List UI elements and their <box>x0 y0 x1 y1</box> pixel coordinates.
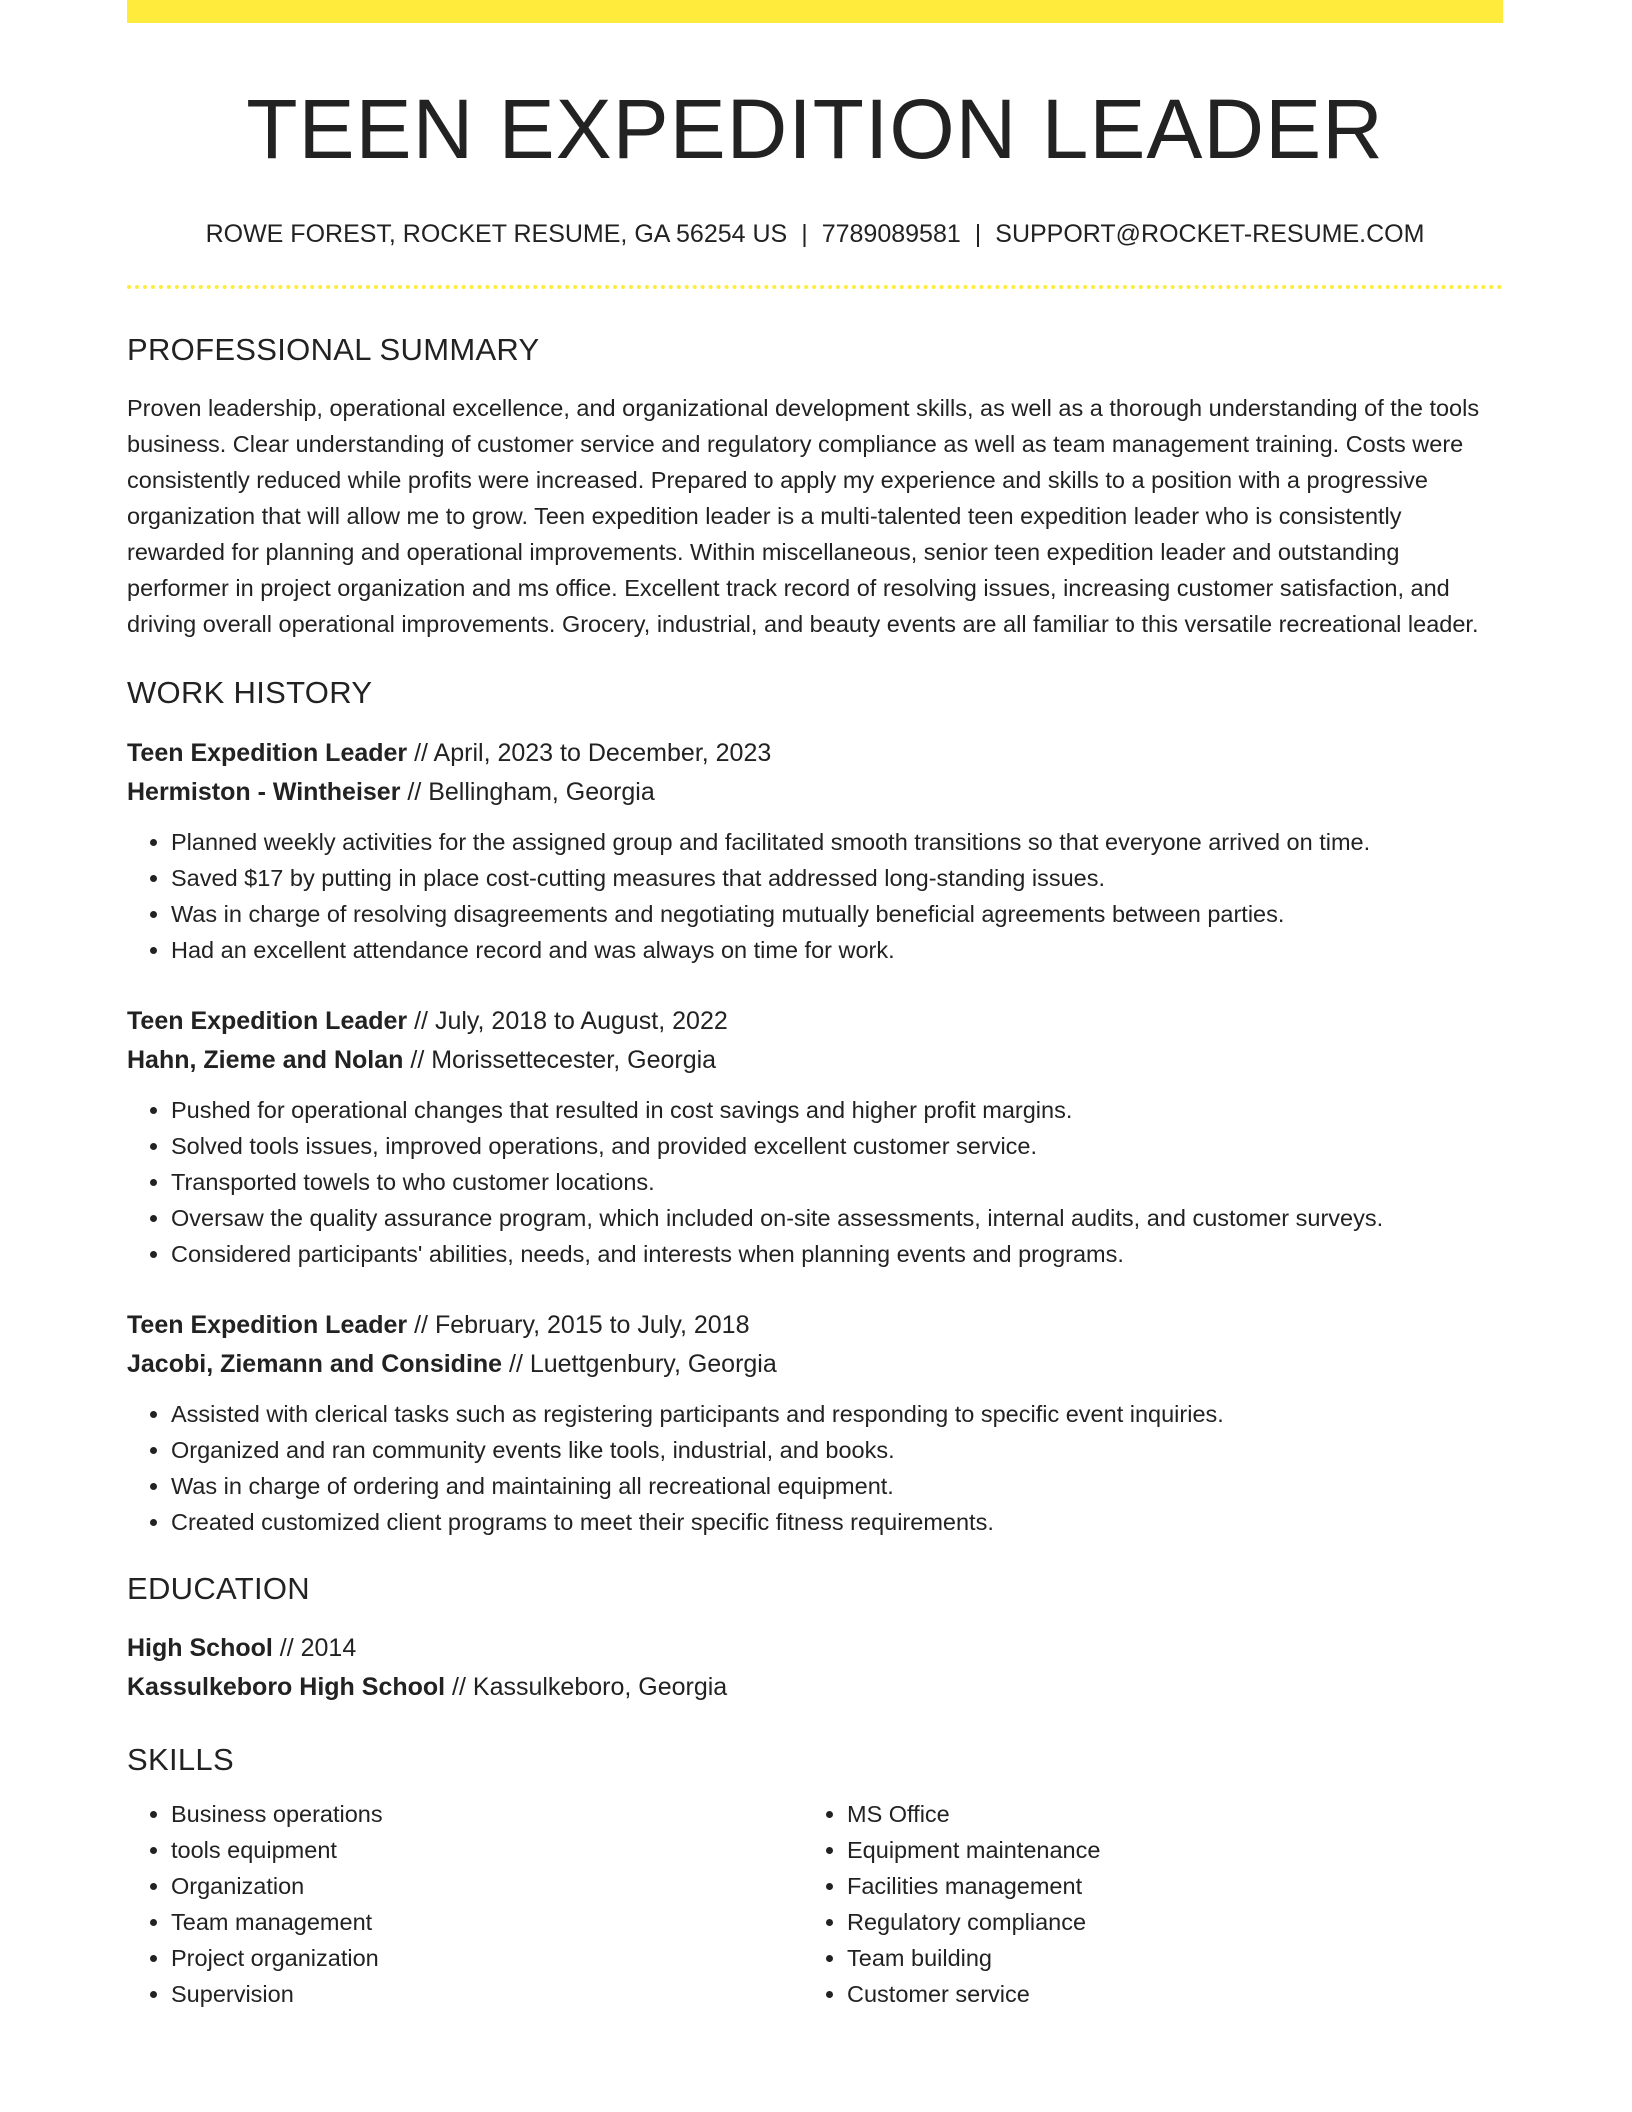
skill-item: • Team building <box>847 1940 1479 1976</box>
skill-item: • Organization <box>171 1868 803 1904</box>
job-bullet: • Considered participants' abilities, needs, and interests when planning events and programs. <box>171 1236 1503 1272</box>
contact-separator: | <box>801 220 808 249</box>
job-entry <box>127 734 1503 968</box>
job-bullet: • Assisted with clerical tasks such as registering participants and responding to specific event inquiries. <box>171 1396 1503 1432</box>
job-company: Hahn, Zieme and Nolan <box>127 1045 404 1074</box>
job-title-line <box>127 1306 1503 1345</box>
resume-page <box>127 0 1503 2012</box>
job-company-line <box>127 773 1503 812</box>
job-dates: // July, 2018 to August, 2022 <box>407 1006 728 1035</box>
job-entry <box>127 1306 1503 1540</box>
education-degree: High School <box>127 1633 273 1662</box>
skill-item: • Equipment maintenance <box>847 1832 1479 1868</box>
skill-item: • Customer service <box>847 1976 1479 2012</box>
skills-list <box>127 1796 1503 2012</box>
job-bullet: • Solved tools issues, improved operations, and provided excellent customer service. <box>171 1128 1503 1164</box>
job-bullets <box>127 1092 1503 1272</box>
job-position: Teen Expedition Leader <box>127 738 408 767</box>
job-company: Jacobi, Ziemann and Considine <box>127 1349 503 1378</box>
skill-item: • tools equipment <box>171 1832 803 1868</box>
skill-item: • Business operations <box>171 1796 803 1832</box>
job-bullet: • Had an excellent attendance record and was always on time for work. <box>171 932 1503 968</box>
education-school: Kassulkeboro High School <box>127 1672 446 1701</box>
skill-item: • Regulatory compliance <box>847 1904 1479 1940</box>
education-heading: EDUCATION <box>127 1570 310 1606</box>
contact-phone: 7789089581 <box>821 220 961 249</box>
education-school-line <box>127 1668 1503 1707</box>
job-company-line <box>127 1041 1503 1080</box>
job-bullet: • Created customized client programs to meet their specific fitness requirements. <box>171 1504 1503 1540</box>
job-bullet: • Was in charge of resolving disagreements and negotiating mutually beneficial agreements between parties. <box>171 896 1503 932</box>
job-dates: // February, 2015 to July, 2018 <box>407 1310 750 1339</box>
contact-email: SUPPORT@ROCKET-RESUME.COM <box>995 220 1425 249</box>
skills-column-right <box>803 1796 1479 2012</box>
job-company-line <box>127 1345 1503 1384</box>
job-bullet: • Oversaw the quality assurance program, which included on-site assessments, internal audits, and customer surveys. <box>171 1200 1503 1236</box>
job-company: Hermiston - Wintheiser <box>127 777 401 806</box>
job-title-line <box>127 734 1503 773</box>
skill-item: • Supervision <box>171 1976 803 2012</box>
job-bullets <box>127 1396 1503 1540</box>
education-location: // Kassulkeboro, Georgia <box>445 1672 728 1701</box>
education-entry <box>127 1629 1503 1707</box>
summary-heading: PROFESSIONAL SUMMARY <box>127 332 540 368</box>
job-location: // Morissettecester, Georgia <box>403 1045 717 1074</box>
job-location: // Luettgenbury, Georgia <box>502 1349 777 1378</box>
job-location: // Bellingham, Georgia <box>400 777 655 806</box>
skill-item: • Facilities management <box>847 1868 1479 1904</box>
skill-item: • MS Office <box>847 1796 1479 1832</box>
job-title-line <box>127 1002 1503 1041</box>
resume-title: TEEN EXPEDITION LEADER <box>246 82 1384 176</box>
job-position: Teen Expedition Leader <box>127 1006 408 1035</box>
skills-heading: SKILLS <box>127 1741 234 1777</box>
job-entry <box>127 1002 1503 1272</box>
skill-item: • Team management <box>171 1904 803 1940</box>
work-history-heading: WORK HISTORY <box>127 675 373 711</box>
job-bullet: • Transported towels to who customer locations. <box>171 1164 1503 1200</box>
accent-top-bar <box>127 0 1503 23</box>
contact-line <box>127 219 1503 249</box>
summary-text: Proven leadership, operational excellence, and organizational development skills, as well as a thorough understanding of the tools business. Clear understanding of customer service and regulatory compliance as well as team management training. Costs were consistently reduced while profits were increased. Prepared to apply my experience and skills to a position with a progressive organization that will allow me to grow. Teen expedition leader is a multi-talented teen expedition leader who is consistently rewarded for planning and operational improvements. Within miscellaneous, senior teen expedition leader and outstanding performer in project organization and ms office. Excellent track record of resolving issues, increasing customer satisfaction, and driving overall operational improvements. Grocery, industrial, and beauty events are all familiar to this versatile recreational leader. <box>127 395 1480 638</box>
job-dates: // April, 2023 to December, 2023 <box>407 738 772 767</box>
contact-address: ROWE FOREST, ROCKET RESUME, GA 56254 US <box>205 220 788 249</box>
education-year: // 2014 <box>272 1633 357 1662</box>
job-bullet: • Pushed for operational changes that resulted in cost savings and higher profit margins. <box>171 1092 1503 1128</box>
job-position: Teen Expedition Leader <box>127 1310 408 1339</box>
skills-column-left <box>127 1796 803 2012</box>
skill-item: • Project organization <box>171 1940 803 1976</box>
job-bullets <box>127 824 1503 968</box>
job-bullet: • Planned weekly activities for the assigned group and facilitated smooth transitions so that everyone arrived on time. <box>171 824 1503 860</box>
job-bullet: • Saved $17 by putting in place cost-cutting measures that addressed long-standing issues. <box>171 860 1503 896</box>
contact-separator: | <box>974 220 982 249</box>
job-bullet: • Organized and ran community events like tools, industrial, and books. <box>171 1432 1503 1468</box>
education-degree-line <box>127 1629 1503 1668</box>
job-bullet: • Was in charge of ordering and maintaining all recreational equipment. <box>171 1468 1503 1504</box>
header-divider <box>127 285 1503 289</box>
